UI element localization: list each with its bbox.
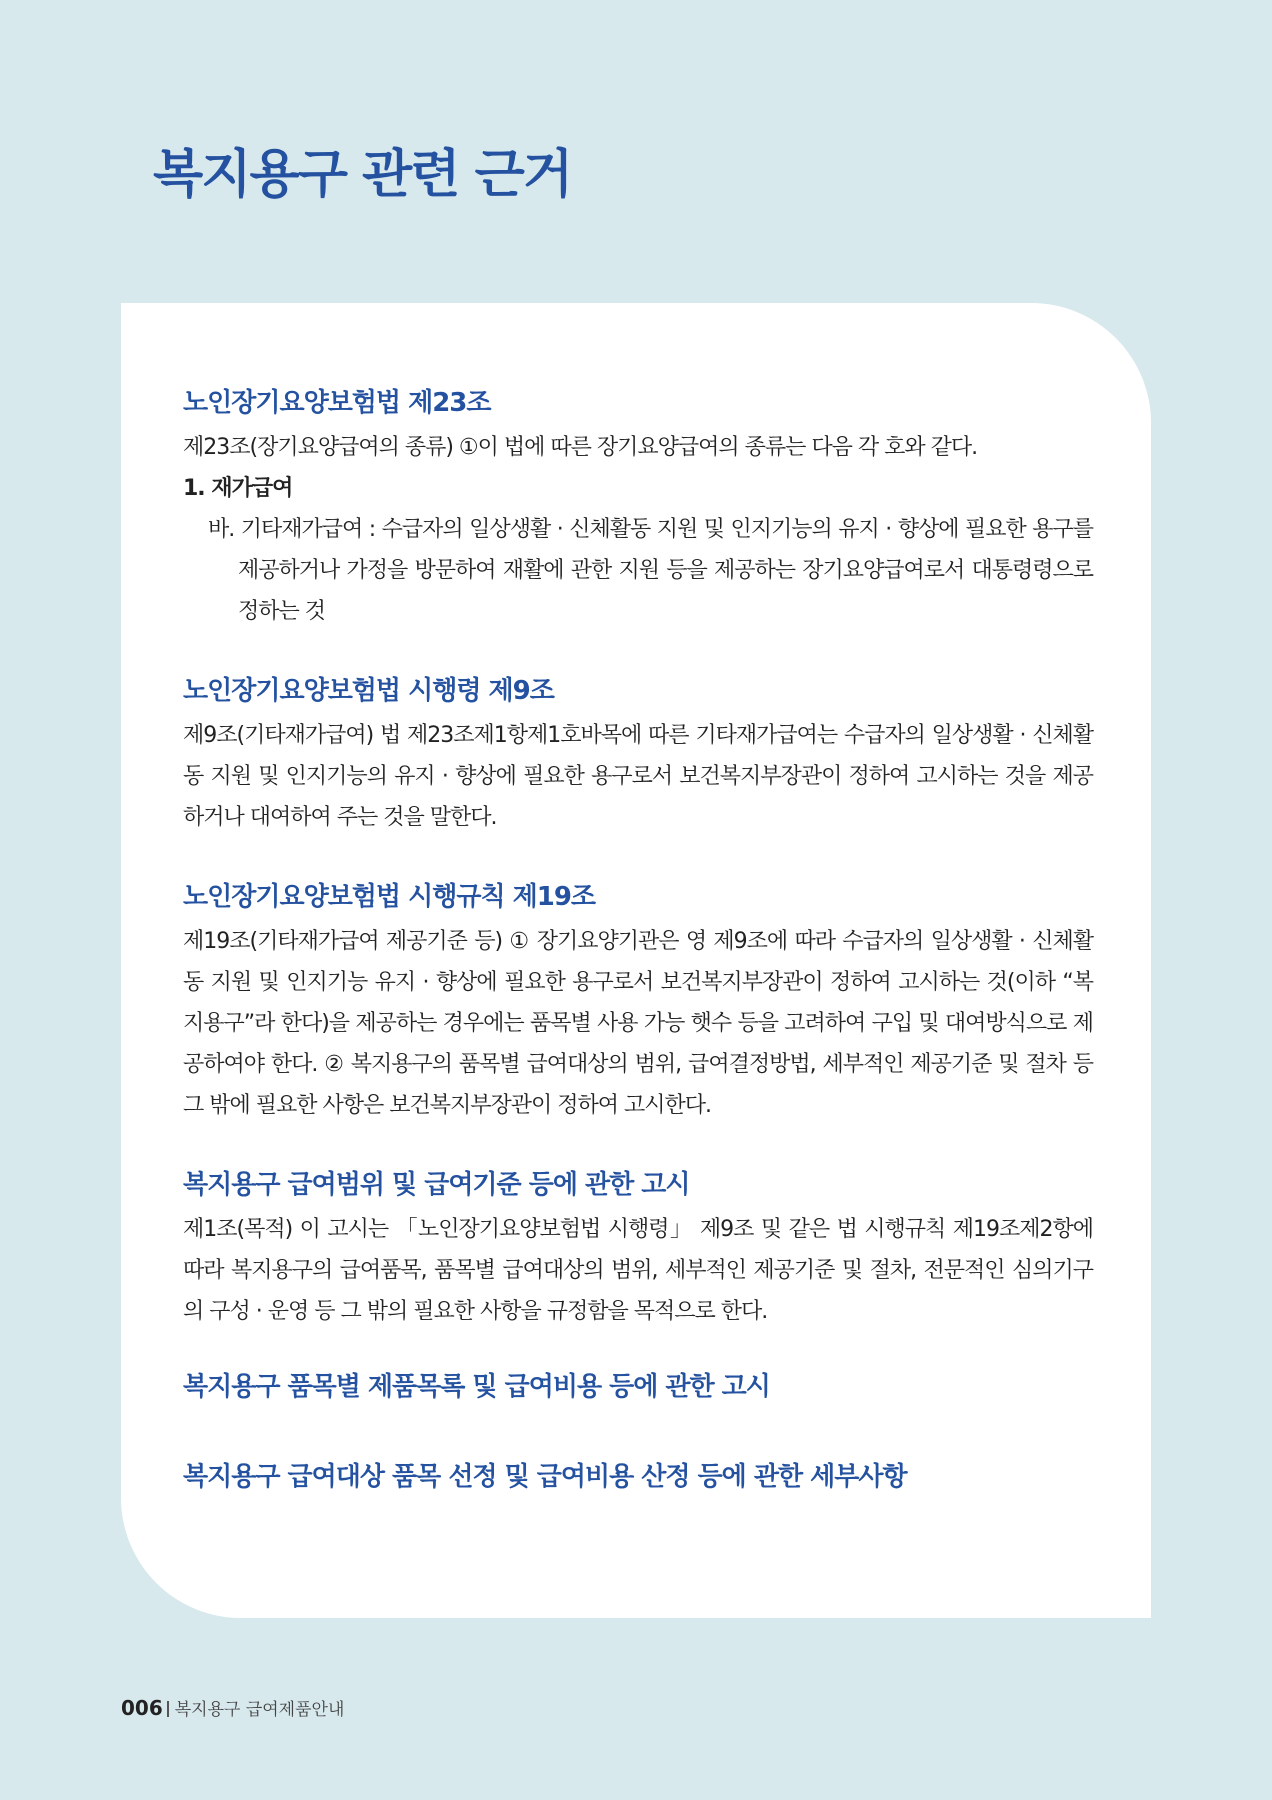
page-number: 006 (121, 1696, 163, 1720)
page-footer (121, 1694, 344, 1724)
section-intro: 제23조(장기요양급여의 종류) ①이 법에 따른 장기요양급여의 종류는 다음 각 호와 같다. (183, 435, 978, 460)
section-article-23 (183, 383, 1093, 632)
section-heading: 복지용구 급여대상 품목 선정 및 급여비용 산정 등에 관한 세부사항 (183, 1462, 907, 1492)
section-body: 제9조(기타재가급여) 법 제23조제1항제1호바목에 따른 기타재가급여는 수급자의 일상생활 · 신체활동 지원 및 인지기능의 유지 · 향상에 필요한 용구로서 보건복지부장관이 정하여 고시하는 것을 제공하거나 대여하여 주는 것을 말한다. (183, 723, 1093, 830)
section-heading: 노인장기요양보험법 시행령 제9조 (183, 676, 554, 706)
section-heading: 복지용구 급여범위 및 급여기준 등에 관한 고시 (183, 1170, 690, 1200)
section-notice-benefit-scope (183, 1165, 1093, 1332)
content-card (121, 303, 1151, 1618)
section-heading: 노인장기요양보험법 시행규칙 제19조 (183, 882, 596, 912)
section-rule-article-19 (183, 877, 1093, 1126)
spacer (183, 632, 1093, 671)
section-body: 제1조(목적) 이 고시는 「노인장기요양보험법 시행령」 제9조 및 같은 법 시행규칙 제19조제2항에 따라 복지용구의 급여품목, 품목별 급여대상의 범위, 세부적인 제공기준 및 절차, 전문적인 심의기구의 구성 · 운영 등 그 밖의 필요한 사항을 규정함을 목적으로 한다. (183, 1217, 1093, 1324)
section-heading: 노인장기요양보험법 제23조 (183, 388, 491, 418)
card-content (183, 383, 1093, 1497)
section-heading: 복지용구 품목별 제품목록 및 급여비용 등에 관한 고시 (183, 1372, 770, 1402)
spacer (183, 1407, 1093, 1457)
sub-item-home-care: 1. 재가급여 (183, 476, 293, 501)
list-item-other-home-care: 바. 기타재가급여 : 수급자의 일상생활 · 신체활동 지원 및 인지기능의 유지 · 향상에 필요한 용구를 제공하거나 가정을 방문하여 재활에 관한 지원 등을 제공하는 장기요양급여로서 대통령령으로 정하는 것 (208, 517, 1093, 624)
section-decree-article-9 (183, 671, 1093, 838)
page-title: 복지용구 관련 근거 (153, 145, 572, 205)
footer-divider (167, 1701, 169, 1717)
section-body: 제19조(기타재가급여 제공기준 등) ① 장기요양기관은 영 제9조에 따라 수급자의 일상생활 · 신체활동 지원 및 인지기능 유지 · 향상에 필요한 용구로서 보건복지부장관이 정하여 고시하는 것(이하 “복지용구”라 한다)을 제공하는 경우에는 품목별 사용 가능 햇수 등을 고려하여 구입 및 대여방식으로 제공하여야 한다. ② 복지용구의 품목별 급여대상의 범위, 급여결정방법, 세부적인 제공기준 및 절차 등 그 밖에 필요한 사항은 보건복지부장관이 정하여 고시한다. (183, 929, 1093, 1118)
section-notice-product-list (183, 1367, 1093, 1407)
spacer (183, 1332, 1093, 1367)
spacer (183, 838, 1093, 877)
footer-document-title: 복지용구 급여제품안내 (174, 1700, 345, 1720)
spacer (183, 1126, 1093, 1165)
section-detailed-rules (183, 1457, 1093, 1497)
